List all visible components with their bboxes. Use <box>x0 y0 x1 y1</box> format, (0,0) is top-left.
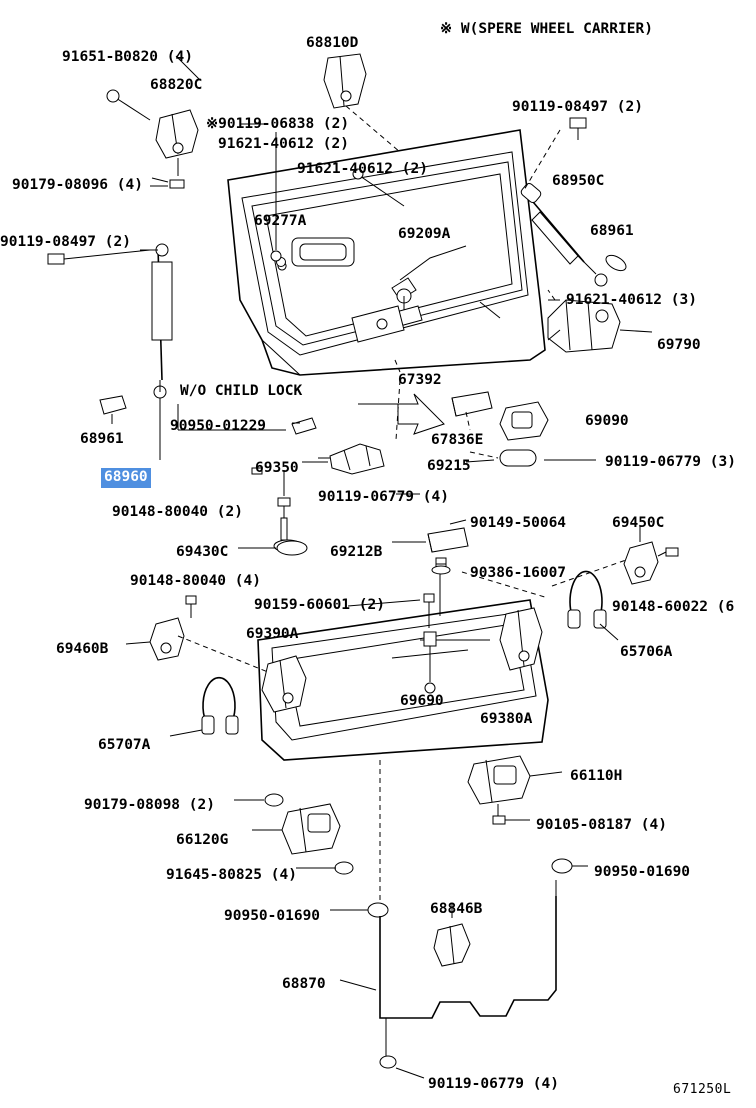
label-91621-40612-b: 91621-40612 (2) <box>297 161 428 177</box>
label-90119-08497-a: 90119-08497 (2) <box>512 99 643 115</box>
label-90179-08096: 90179-08096 (4) <box>12 177 143 193</box>
label-67836e: 67836E <box>431 432 484 448</box>
label-69390a: 69390A <box>246 626 299 642</box>
label-91645-80825: 91645-80825 (4) <box>166 867 297 883</box>
label-69790: 69790 <box>657 337 701 353</box>
label-90119-06838: ※90119-06838 (2) <box>206 116 350 132</box>
label-68950c: 68950C <box>552 173 605 189</box>
label-90105-08187: 90105-08187 (4) <box>536 817 667 833</box>
label-68961-right: 68961 <box>590 223 634 239</box>
label-69090: 69090 <box>585 413 629 429</box>
highlighted-part-68960[interactable]: 68960 <box>101 468 151 488</box>
label-69350: 69350 <box>255 460 299 476</box>
label-90119-08497-b: 90119-08497 (2) <box>0 234 131 250</box>
label-68810d: 68810D <box>306 35 359 51</box>
label-91621-40612-a: 91621-40612 (2) <box>218 136 349 152</box>
label-68961-left: 68961 <box>80 431 124 447</box>
label-68846b: 68846B <box>430 901 483 917</box>
label-69450c: 69450C <box>612 515 665 531</box>
label-66120g: 66120G <box>176 832 229 848</box>
label-68820c: 68820C <box>150 77 203 93</box>
label-69277a: 69277A <box>254 213 307 229</box>
child-lock-note: W/O CHILD LOCK <box>180 383 303 399</box>
label-69215: 69215 <box>427 458 471 474</box>
label-90148-80040-2: 90148-80040 (2) <box>112 504 243 520</box>
label-69380a: 69380A <box>480 711 533 727</box>
label-65707a: 65707A <box>98 737 151 753</box>
label-90159-60601: 90159-60601 (2) <box>254 597 385 613</box>
label-90950-01690-left: 90950-01690 <box>224 908 321 924</box>
label-90386-16007: 90386-16007 <box>470 565 567 581</box>
label-91621-40612-c: 91621-40612 (3) <box>566 292 697 308</box>
label-91651-b0820: 91651-B0820 (4) <box>62 49 193 65</box>
figure-code: 671250L <box>673 1082 732 1097</box>
label-67392: 67392 <box>398 372 442 388</box>
label-90950-01690-right: 90950-01690 <box>594 864 691 880</box>
label-68870: 68870 <box>282 976 326 992</box>
label-90119-06779-4a: 90119-06779 (4) <box>318 489 449 505</box>
label-65706a: 65706A <box>620 644 673 660</box>
label-90148-60022: 90148-60022 (6 <box>612 599 735 615</box>
label-90179-08098: 90179-08098 (2) <box>84 797 215 813</box>
label-90119-06779-4b: 90119-06779 (4) <box>428 1076 559 1092</box>
label-69690: 69690 <box>400 693 444 709</box>
label-90149-50064: 90149-50064 <box>470 515 567 531</box>
label-66110h: 66110H <box>570 768 623 784</box>
label-90119-06779-3: 90119-06779 (3) <box>605 454 736 470</box>
label-69212b: 69212B <box>330 544 383 560</box>
label-69209a: 69209A <box>398 226 451 242</box>
label-90148-80040-4: 90148-80040 (4) <box>130 573 261 589</box>
label-69430c: 69430C <box>176 544 229 560</box>
label-90950-01229: 90950-01229 <box>170 418 267 434</box>
header-note: ※ W(SPERE WHEEL CARRIER) <box>440 21 653 37</box>
label-69460b: 69460B <box>56 641 109 657</box>
